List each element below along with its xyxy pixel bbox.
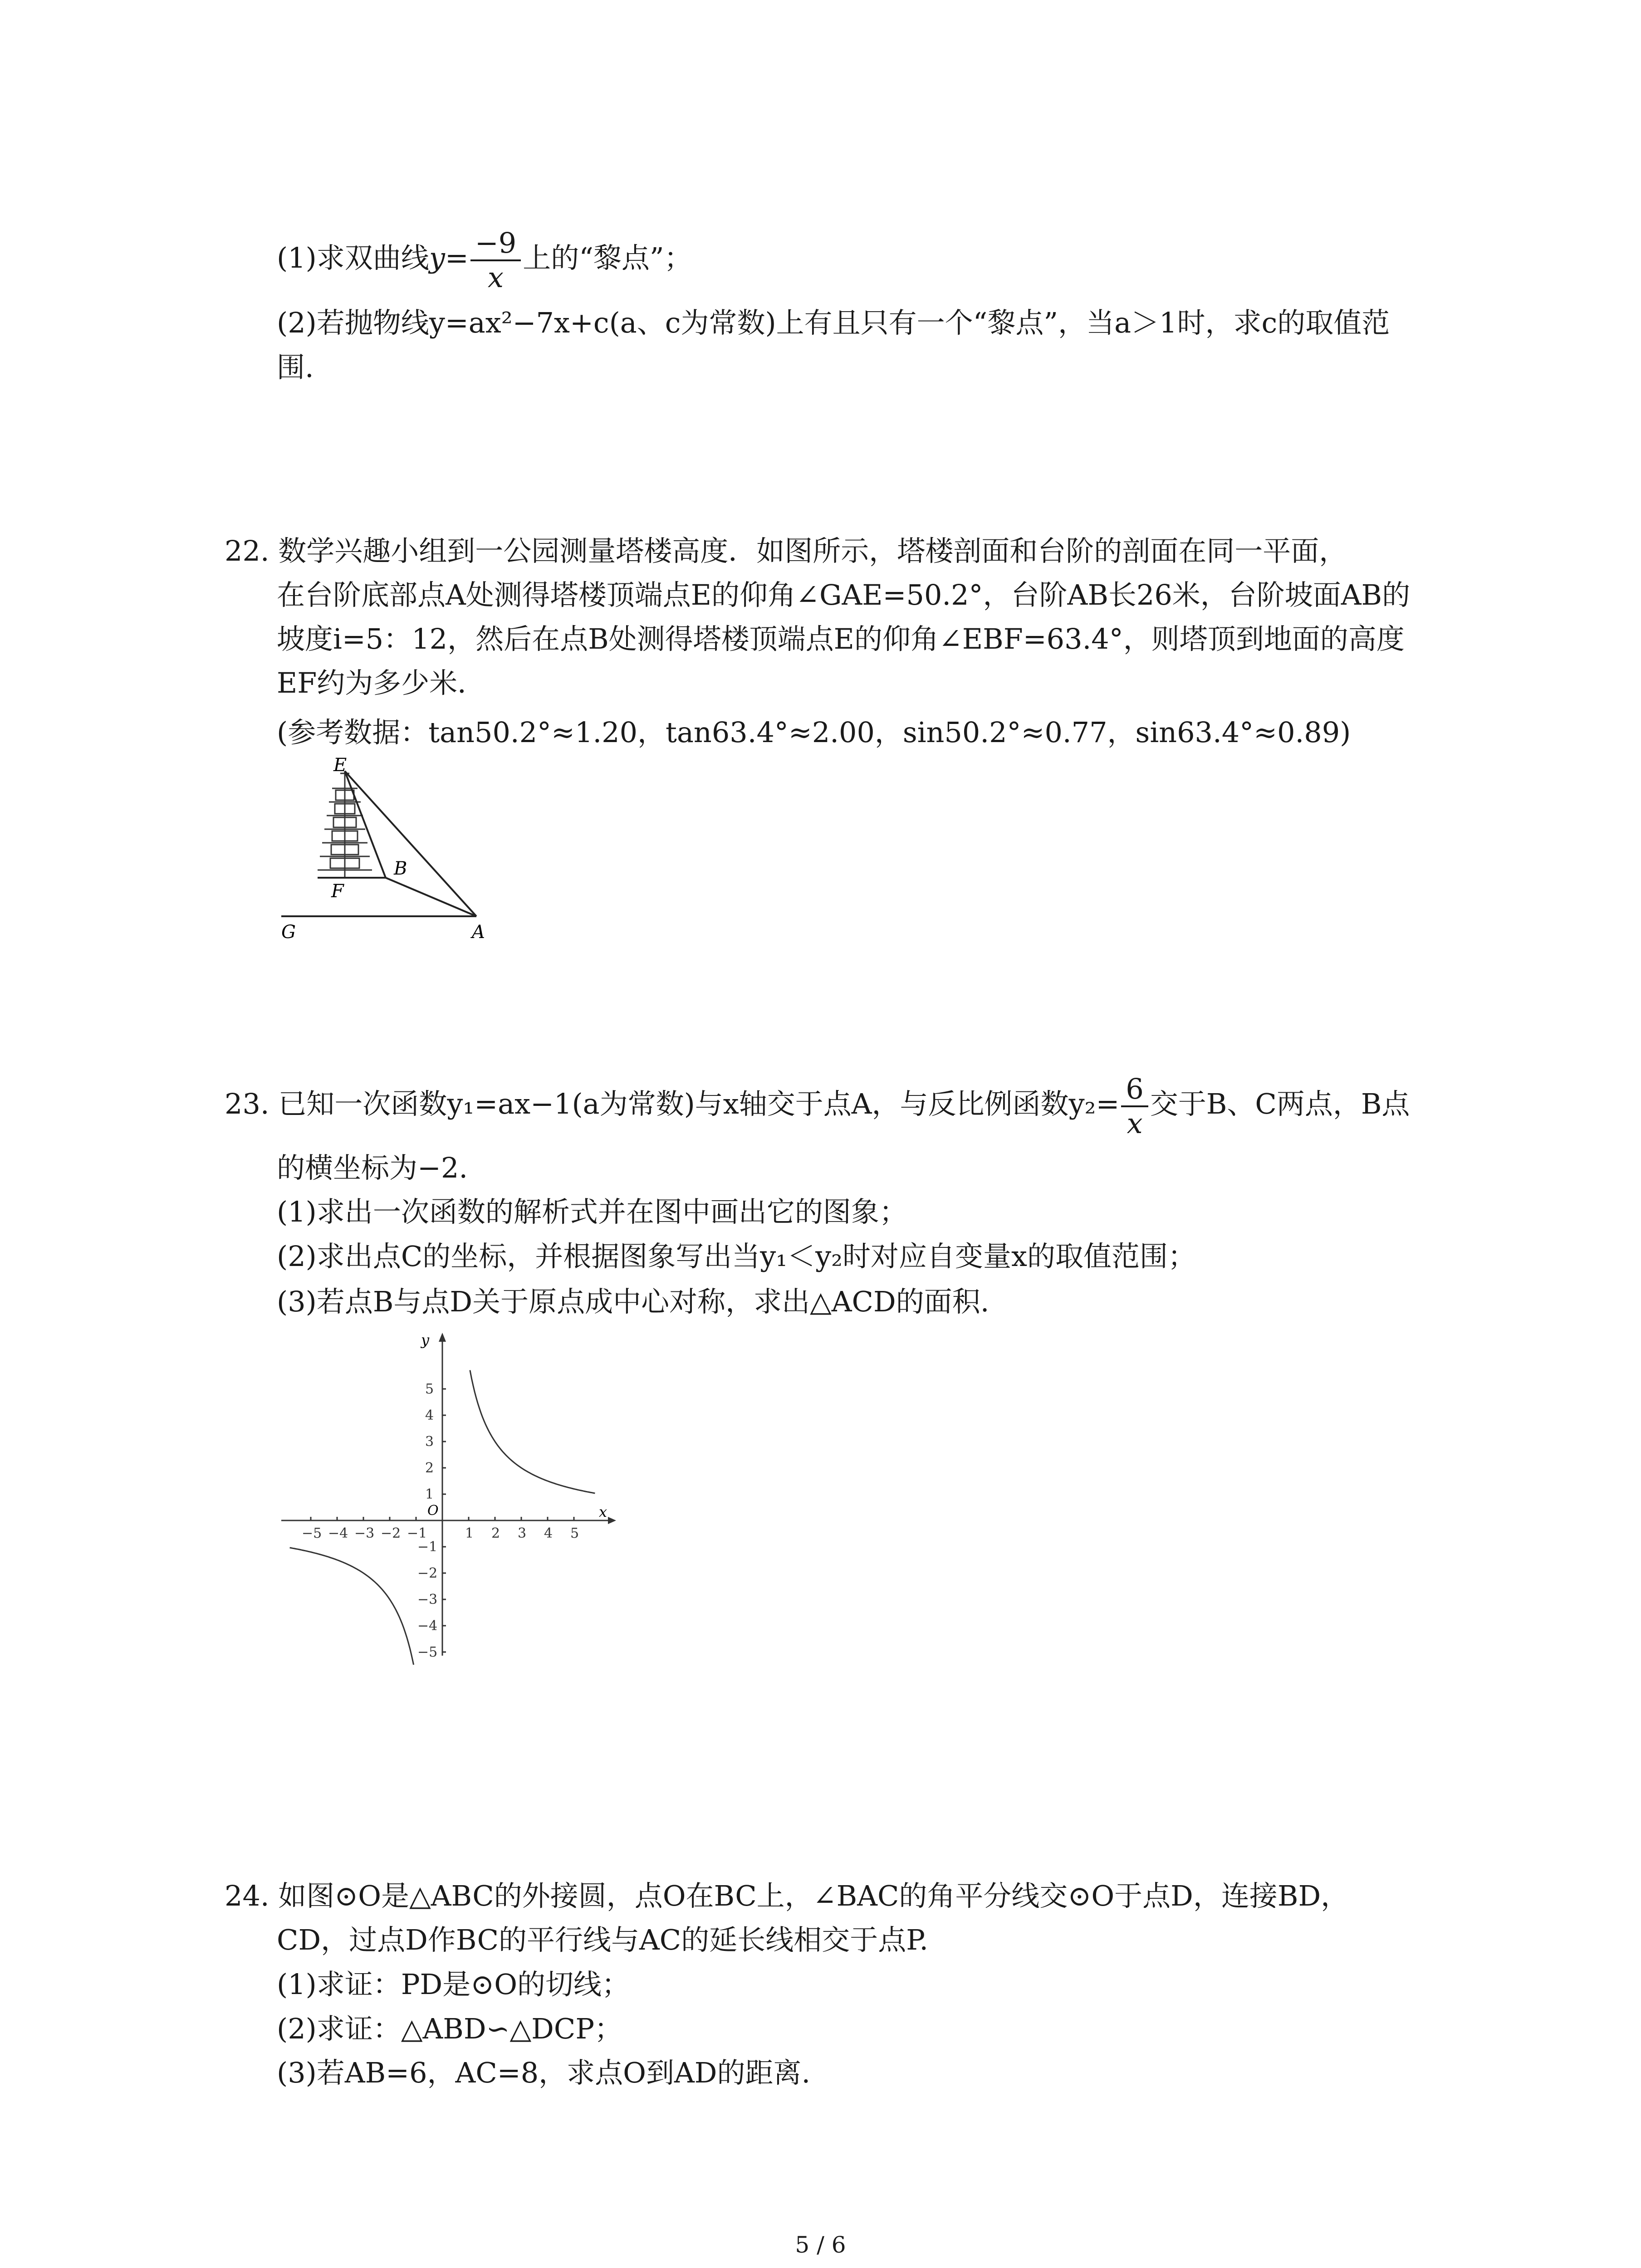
x-axis-label: x — [599, 1503, 607, 1520]
q24-line1: 24. 如图⊙O是△ABC的外接圆，点O在BC上，∠BAC的角平分线交⊙O于点D，连接BD， — [225, 1879, 1349, 1912]
pagoda-icon — [318, 771, 372, 878]
q24-line4: (2)求证：△ABD∽△DCP； — [277, 2012, 623, 2045]
q21-part1-pre: (1)求双曲线 — [277, 241, 429, 275]
hyperbola-branch-positive — [470, 1370, 595, 1493]
x-tick-label: −3 — [354, 1525, 375, 1541]
x-tick-label: −5 — [302, 1525, 322, 1541]
q21-part2-line2: 围. — [277, 351, 314, 384]
y-axis-arrow-icon — [439, 1333, 446, 1342]
q21-part1-post: 上的“黎点”； — [523, 241, 692, 275]
origin-label: O — [427, 1503, 439, 1519]
coordinate-graph — [277, 1329, 622, 1665]
pagoda-figure — [272, 753, 526, 948]
q21-part1-eq: = — [445, 241, 469, 275]
q23-line4: (2)求出点C的坐标，并根据图象写出当y₁＜y₂时对应自变量x的取值范围； — [277, 1240, 1196, 1273]
y-tick-label: −4 — [417, 1618, 438, 1634]
q21-part1-y: y — [429, 241, 445, 275]
q23-line2: 的横坐标为−2. — [277, 1151, 468, 1184]
y-tick-label: 2 — [425, 1460, 434, 1476]
x-axis-arrow-icon — [608, 1517, 616, 1524]
q24-line3: (1)求证：PD是⊙O的切线； — [277, 1968, 630, 2001]
q21-fraction-den: x — [488, 261, 504, 294]
q21-part1 — [277, 227, 692, 294]
x-tick-label: −1 — [407, 1525, 427, 1541]
x-tick-label: 3 — [518, 1525, 527, 1541]
q23-line1-b: y₁=ax−1(a为常数)与x轴交于点A，与反比例函数 — [447, 1087, 1069, 1121]
label-A: A — [472, 922, 485, 943]
q22-line1: 22. 数学兴趣小组到一公园测量塔楼高度．如图所示，塔楼剖面和台阶的剖面在同一平面， — [225, 534, 1347, 567]
geometry-lines — [281, 771, 476, 916]
label-E: E — [333, 755, 347, 776]
x-tick-label: −4 — [328, 1525, 348, 1541]
y-tick-label: −5 — [417, 1644, 438, 1660]
y-tick-label: 5 — [425, 1381, 434, 1397]
q23-fraction — [1121, 1073, 1148, 1140]
hyperbola-branch-negative — [290, 1548, 415, 1665]
x-tick-label: 4 — [544, 1525, 553, 1541]
q24-line5: (3)若AB=6，AC=8，求点O到AD的距离. — [277, 2056, 811, 2089]
q22-line2: 在台阶底部点A处测得塔楼顶端点E的仰角∠GAE=50.2°，台阶AB长26米，台阶坡面AB的 — [277, 578, 1411, 611]
q23-fraction-den: x — [1127, 1107, 1143, 1140]
q23-line1-d: 交于B、C两点，B点 — [1150, 1087, 1410, 1121]
q22-line3: 坡度i=5：12，然后在点B处测得塔楼顶端点E的仰角∠EBF=63.4°，则塔顶到地面的高度 — [277, 622, 1405, 655]
x-tick-label: 2 — [491, 1525, 500, 1541]
q24-line2: CD，过点D作BC的平行线与AC的延长线相交于点P. — [277, 1923, 929, 1956]
page-number: 5 / 6 — [795, 2232, 846, 2258]
line-E-A — [345, 771, 476, 916]
x-tick-label: 1 — [465, 1525, 474, 1541]
q21-fraction — [470, 227, 521, 294]
axes — [281, 1338, 612, 1656]
y-tick-label: −2 — [417, 1565, 438, 1581]
x-tick-label: 5 — [570, 1525, 579, 1541]
q23-line1-c: y₂= — [1068, 1087, 1120, 1121]
q22-line4: EF约为多少米． — [277, 666, 486, 699]
label-F: F — [331, 881, 344, 902]
q21-part2-line1: (2)若抛物线y=ax²−7x+c(a、c为常数)上有且只有一个“黎点”，当a＞1时，求c的取值范 — [277, 306, 1390, 339]
q23-line3: (1)求出一次函数的解析式并在图中画出它的图象； — [277, 1195, 907, 1228]
y-tick-label: −3 — [417, 1592, 438, 1608]
q23-fraction-num: 6 — [1121, 1073, 1148, 1107]
y-tick-label: −1 — [417, 1539, 438, 1555]
label-B: B — [394, 858, 407, 879]
y-tick-label: 1 — [425, 1486, 434, 1502]
line-B-A — [386, 878, 476, 916]
label-G: G — [281, 922, 296, 943]
q23-line1 — [225, 1073, 1410, 1140]
q22-line5: (参考数据：tan50.2°≈1.20，tan63.4°≈2.00，sin50.2°≈0.77，sin63.4°≈0.89) — [277, 716, 1351, 749]
x-tick-label: −2 — [381, 1525, 401, 1541]
q23-line1-a: 23. 已知一次函数 — [225, 1087, 447, 1121]
y-axis-label: y — [421, 1331, 430, 1349]
y-tick-label: 3 — [425, 1434, 434, 1450]
y-tick-label: 4 — [425, 1408, 434, 1423]
line-E-B — [345, 771, 386, 878]
q21-fraction-num: −9 — [470, 227, 521, 261]
q23-line5: (3)若点B与点D关于原点成中心对称，求出△ACD的面积. — [277, 1285, 989, 1318]
